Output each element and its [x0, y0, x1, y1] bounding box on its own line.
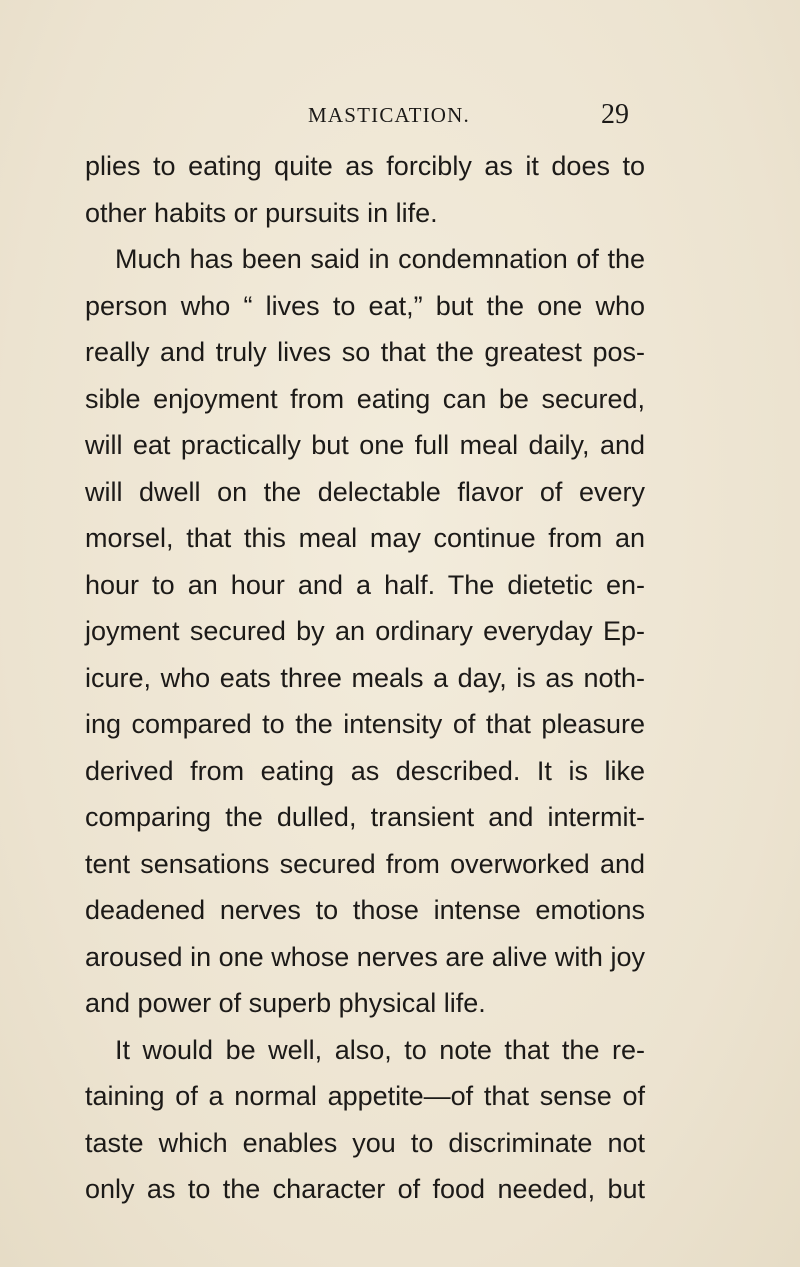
running-title: MASTICATION.	[308, 103, 470, 127]
text-line: other habits or pursuits in life.	[85, 197, 438, 228]
text-line: icure, who eats three meals a day, is as noth-	[85, 662, 645, 693]
text-line: aroused in one whose nerves are alive with joy	[85, 941, 645, 972]
text-line: tent sensations secured from overworked and	[85, 848, 645, 879]
text-line: joyment secured by an ordinary everyday Ep-	[85, 616, 645, 646]
text-line: person who “ lives to eat,” but the one who	[85, 290, 645, 321]
body-text	[85, 143, 645, 1213]
text-line: taining of a normal appetite—of that sense of	[85, 1081, 645, 1111]
text-line: and power of superb physical life.	[85, 988, 486, 1018]
text-line: It would be well, also, to note that the re-	[115, 1034, 645, 1065]
text-line: ing compared to the intensity of that pleasure	[85, 709, 645, 739]
text-line: comparing the dulled, transient and intermit-	[85, 802, 645, 832]
text-line: deadened nerves to those intense emotions	[85, 895, 645, 925]
text-line: really and truly lives so that the greatest pos-	[85, 337, 645, 367]
page-number: 29	[601, 99, 629, 130]
text-line: derived from eating as described. It is like	[85, 755, 645, 786]
text-line: sible enjoyment from eating can be secured,	[85, 383, 645, 414]
text-line: will dwell on the delectable flavor of every	[85, 476, 645, 507]
running-head	[0, 100, 800, 136]
text-line: only as to the character of food needed, but	[85, 1174, 645, 1204]
text-line: hour to an hour and a half. The dietetic en-	[85, 569, 645, 600]
text-line: morsel, that this meal may continue from an	[85, 523, 645, 553]
text-line: taste which enables you to discriminate not	[85, 1127, 645, 1158]
text-line: will eat practically but one full meal daily, and	[85, 430, 645, 460]
text-line: Much has been said in condemnation of the	[115, 244, 645, 274]
text-line: plies to eating quite as forcibly as it does to	[85, 151, 645, 181]
